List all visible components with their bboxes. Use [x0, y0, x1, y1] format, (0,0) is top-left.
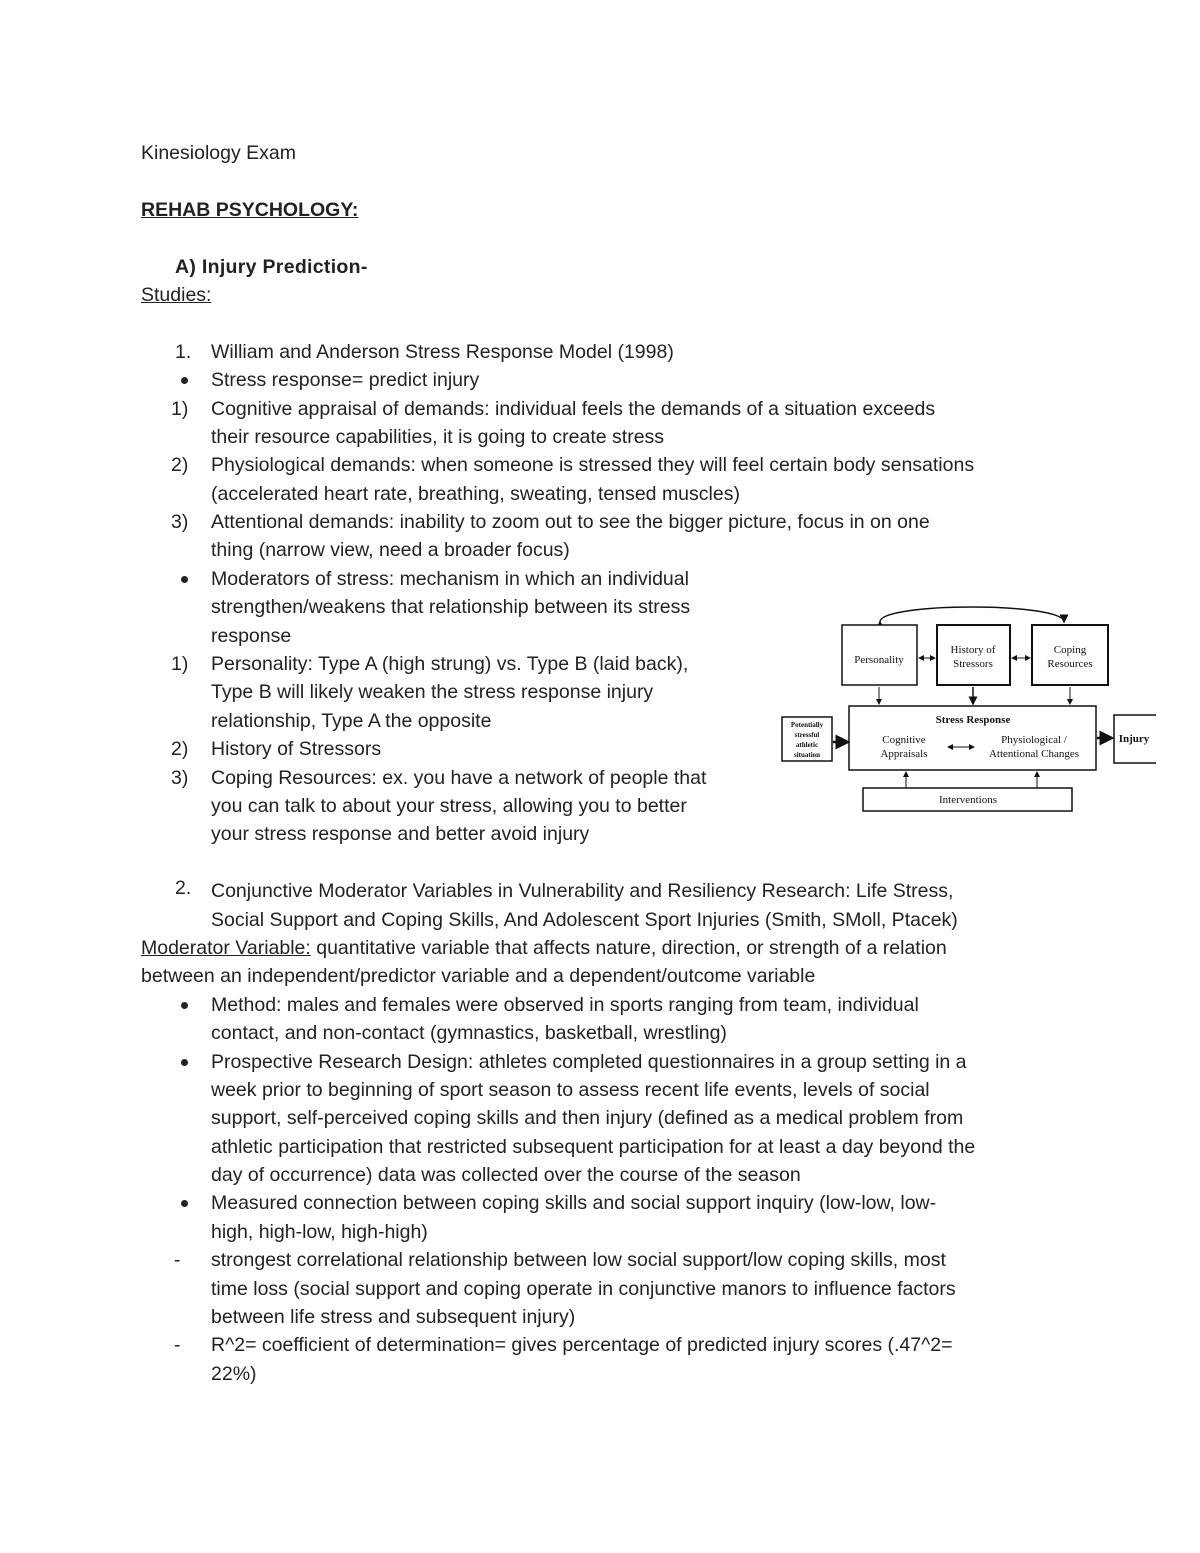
- physio-line: Physiological /: [1001, 734, 1067, 746]
- situation-line: situation: [793, 751, 821, 759]
- text-line: 2) History of Stressors: [141, 735, 1081, 763]
- text-line: strengthen/weakens that relationship between its stress: [211, 596, 691, 619]
- document-title: Kinesiology Exam: [141, 142, 296, 164]
- history-box-line: Stressors: [953, 658, 993, 670]
- subsection-heading: A) Injury Prediction-: [175, 255, 368, 278]
- text-line: Type B will likely weaken the stress response injury: [211, 681, 654, 704]
- section-heading: REHAB PSYCHOLOGY:: [141, 198, 359, 221]
- text-line: contact, and non-contact (gymnastics, basketball, wrestling): [211, 1022, 727, 1045]
- bullet-icon: [181, 1002, 188, 1009]
- text-line: high, high-low, high-high): [211, 1220, 428, 1243]
- bullet-icon: [181, 1200, 188, 1207]
- list-marker: 1): [171, 653, 189, 676]
- text-line: their resource capabilities, it is going to create stress: [211, 425, 665, 448]
- physio-line: Attentional Changes: [988, 748, 1080, 760]
- text-line: thing (narrow view, need a broader focus): [211, 539, 570, 562]
- text-line: 22%): [211, 1362, 257, 1385]
- text-line: athletic participation that restricted subsequent participation for at least a day beyond the: [211, 1135, 976, 1158]
- text-line: - strongest correlational relationship between low social support/low coping skills, most: [141, 1246, 1081, 1274]
- text-line: between life stress and subsequent injury): [211, 1306, 576, 1329]
- bullet-icon: [181, 576, 188, 583]
- list-marker: 3): [171, 511, 189, 534]
- text-line: relationship, Type A the opposite: [211, 709, 492, 732]
- text-line: support, self-perceived coping skills and then injury (defined as a medical problem from: [211, 1107, 964, 1130]
- text-line: Moderators of stress: mechanism in which an individual: [211, 567, 689, 590]
- list-marker: 2): [171, 454, 189, 477]
- stress-demands-list: [141, 395, 1081, 565]
- cognitive-line: Appraisals: [880, 748, 928, 760]
- study-2-title: 2. Conjunctive Moderator Variables in Vulnerability and Resiliency Research: Life Stress, Social Support and Coping Skills, And Adolescent Sport Injuries (Smith, SMoll, Ptacek): [141, 877, 1081, 934]
- personality-box: Personality: [854, 654, 904, 666]
- text-line: - R^2= coefficient of determination= gives percentage of predicted injury scores (.47^2=: [141, 1331, 1081, 1359]
- text-line: your stress response and better avoid injury: [211, 823, 590, 846]
- interventions-box: Interventions: [938, 794, 998, 806]
- text-line: Measured connection between coping skills and social support inquiry (low-low, low-: [141, 1189, 1081, 1217]
- text-line: Conjunctive Moderator Variables in Vulnerability and Resiliency Research: Life Stress,: [211, 880, 954, 903]
- text-line: (accelerated heart rate, breathing, sweating, tensed muscles): [211, 482, 740, 505]
- moderator-definition-cont: between an independent/predictor variable and a dependent/outcome variable: [141, 965, 816, 988]
- text-line: response: [211, 624, 292, 647]
- stress-response-model-diagram: [776, 600, 1156, 820]
- bullet-icon: [181, 377, 188, 384]
- bullet-item: Stress response= predict injury: [141, 366, 1081, 394]
- text-line: Prospective Research Design: athletes completed questionnaires in a group setting in a: [141, 1048, 1081, 1076]
- situation-line: Potentially: [790, 721, 824, 729]
- list-marker: 3): [171, 766, 189, 789]
- text-line: 2) Physiological demands: when someone is stressed they will feel certain body sensations: [141, 451, 1081, 479]
- text-line: time loss (social support and coping operate in conjunctive manors to influence factors: [211, 1277, 956, 1300]
- bullet-icon: [181, 1059, 188, 1066]
- study-1-title: 1. William and Anderson Stress Response Model (1998): [175, 340, 674, 363]
- text-line: you can talk to about your stress, allowing you to better: [211, 794, 687, 817]
- situation-line: stressful: [794, 731, 820, 739]
- list-marker: 1): [171, 397, 189, 420]
- text-line: 1) Personality: Type A (high strung) vs. Type B (laid back),: [141, 650, 1081, 678]
- history-box-line: History of: [950, 644, 996, 656]
- situation-line: athletic: [795, 741, 819, 749]
- moderator-definition: Moderator Variable: quantitative variable that affects nature, direction, or strength of a relation: [141, 936, 947, 959]
- text-line: 1) Cognitive appraisal of demands: individual feels the demands of a situation exceeds: [141, 395, 1081, 423]
- coping-box-line: Coping: [1053, 644, 1087, 656]
- cognitive-line: Cognitive: [882, 734, 926, 746]
- studies-label: Studies:: [141, 283, 212, 306]
- text-line: Method: males and females were observed in sports ranging from team, individual: [141, 991, 1081, 1019]
- coping-box-line: Resources: [1047, 658, 1093, 670]
- list-marker: -: [174, 1249, 181, 1272]
- text-line: 3) Attentional demands: inability to zoom out to see the bigger picture, focus in on one: [141, 508, 1081, 536]
- text-line: 3) Coping Resources: ex. you have a network of people that: [141, 764, 1081, 792]
- list-marker: -: [174, 1334, 181, 1357]
- text-line: week prior to beginning of sport season to assess recent life events, levels of social: [211, 1078, 930, 1101]
- list-marker: 2): [171, 738, 189, 761]
- injury-box: Injury: [1118, 733, 1150, 745]
- text-line: day of occurrence) data was collected over the course of the season: [211, 1164, 801, 1187]
- stress-response-title: Stress Response: [935, 714, 1011, 726]
- text-line: Social Support and Coping Skills, And Adolescent Sport Injuries (Smith, SMoll, Ptacek): [211, 908, 958, 931]
